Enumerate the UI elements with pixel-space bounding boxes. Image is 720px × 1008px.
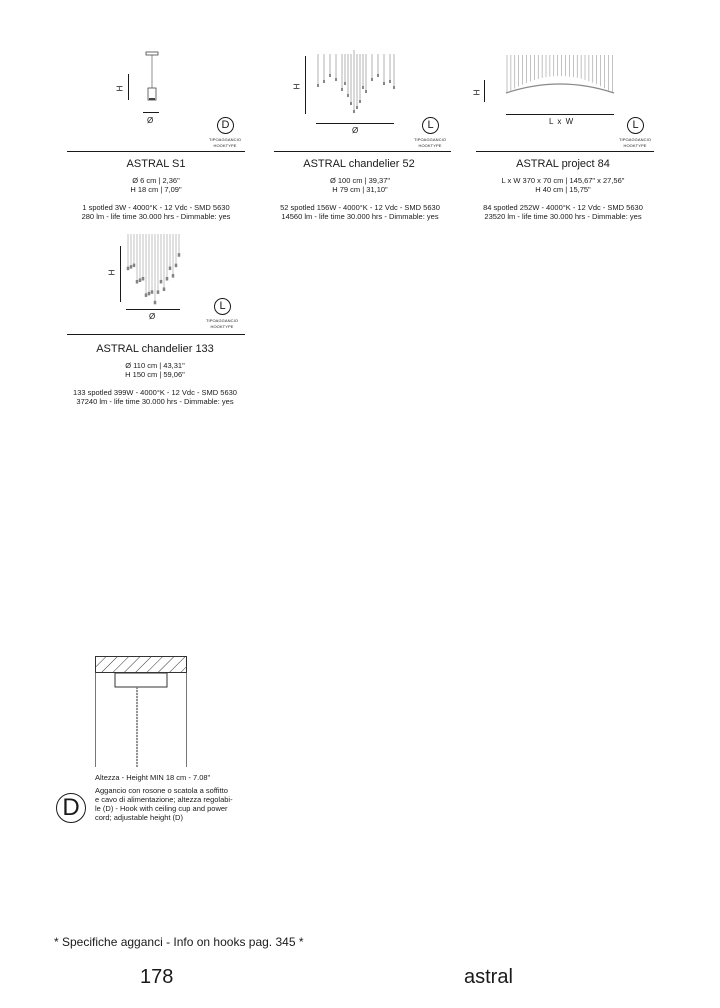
width-dim-line [126, 309, 180, 310]
hook-type-caption: TIPOAGGANCIO HOOKTYPE [205, 318, 239, 329]
astral-chandelier-52-drawing [314, 50, 398, 118]
dimensions: Ø 100 cm | 39,37" H 79 cm | 31,10" [329, 176, 391, 194]
divider [67, 151, 245, 152]
width-dim-line [316, 123, 394, 124]
dimensions: Ø 110 cm | 43,31" H 150 cm | 59,06" [125, 361, 185, 379]
specifications: 1 spotled 3W - 4000°K - 12 Vdc - SMD 5630 280 lm - life time 30.000 hrs - Dimmable: yes [81, 203, 231, 221]
astral-project-84-drawing [504, 55, 616, 107]
specifications: 84 spotled 252W - 4000°K - 12 Vdc - SMD 5630 23520 lm - life time 30.000 hrs - Dimmable: yes [483, 203, 643, 221]
divider [67, 334, 245, 335]
height-dim-label: H [115, 85, 125, 92]
width-dim-label: Ø [352, 126, 359, 135]
hooks-info-note: * Specifiche agganci - Info on hooks pag. 345 * [54, 935, 304, 949]
height-dim-line [128, 74, 129, 100]
hook-type-badge: L [627, 117, 644, 134]
height-dim-line [305, 56, 306, 114]
width-dim-line [506, 114, 614, 115]
height-dim-label: H [107, 269, 117, 276]
height-dim-line [120, 246, 121, 302]
hook-d-diagram [95, 656, 187, 768]
width-dim-label: Ø [147, 116, 154, 125]
divider [476, 151, 654, 152]
hook-description: Aggancio con rosone o scatola a soffitto e cavo di alimentazione; altezza regolabi- le (D) - Hook with ceiling cup and power cord; adjustable height (D) [95, 786, 233, 822]
hook-type-caption: TIPOAGGANCIO HOOKTYPE [413, 137, 447, 148]
hook-height-label: Altezza - Height MIN 18 cm - 7.08" [95, 773, 211, 782]
dimensions: Ø 6 cm | 2,36" H 18 cm | 7,09" [130, 176, 182, 194]
height-dim-line [484, 80, 485, 102]
hook-type-badge: D [217, 117, 234, 134]
width-dim-line [143, 112, 159, 113]
hook-d-badge: D [56, 793, 86, 823]
width-dim-label: L x W [549, 117, 575, 126]
hook-type-caption: TIPOAGGANCIO HOOKTYPE [208, 137, 242, 148]
product-title: ASTRAL chandelier 52 [303, 158, 415, 170]
product-title: ASTRAL S1 [126, 158, 186, 170]
specifications: 133 spotled 399W - 4000°K - 12 Vdc - SMD 5630 37240 lm - life time 30.000 hrs - Dimmable: yes [73, 388, 237, 406]
height-dim-label: H [292, 83, 302, 90]
height-dim-label: H [472, 89, 482, 96]
hook-type-badge: L [422, 117, 439, 134]
specifications: 52 spotled 156W - 4000°K - 12 Vdc - SMD 5630 14560 lm - life time 30.000 hrs - Dimmable: yes [280, 203, 440, 221]
astral-s1-drawing [142, 50, 162, 110]
hook-type-caption: TIPOAGGANCIO HOOKTYPE [618, 137, 652, 148]
product-title: ASTRAL chandelier 133 [96, 343, 214, 355]
collection-name: astral [464, 966, 513, 988]
page-number: 178 [140, 966, 174, 988]
product-title: ASTRAL project 84 [516, 158, 610, 170]
astral-chandelier-133-drawing [126, 234, 180, 304]
hook-type-badge: L [214, 298, 231, 315]
width-dim-label: Ø [149, 312, 156, 321]
dimensions: L x W 370 x 70 cm | 145,67" x 27,56" H 40 cm | 15,75" [501, 176, 625, 194]
divider [274, 151, 451, 152]
